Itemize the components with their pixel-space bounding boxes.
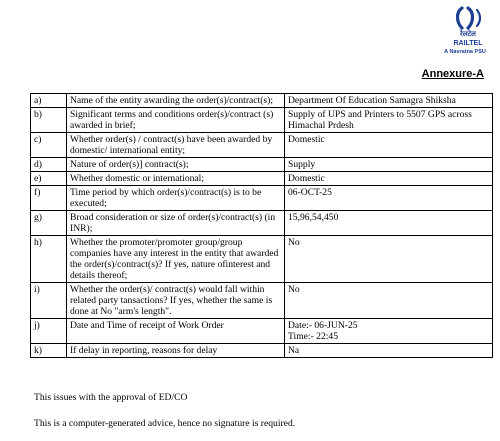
row-item: If delay in reporting, reasons for delay xyxy=(67,344,285,358)
work-order-time: Time:- 22:45 xyxy=(288,331,339,342)
table-row xyxy=(31,283,493,319)
row-label: f) xyxy=(31,186,67,211)
table-row xyxy=(31,158,493,172)
row-value: 06-OCT-25 xyxy=(285,186,493,211)
row-label: c) xyxy=(31,133,67,158)
table-row xyxy=(31,94,493,108)
row-label: e) xyxy=(31,172,67,186)
table-row xyxy=(31,186,493,211)
work-order-date: Date:- 06-JUN-25 xyxy=(288,320,358,331)
row-value: Domestic xyxy=(285,133,493,158)
table-row xyxy=(31,236,493,283)
approval-note: This issues with the approval of ED/CO xyxy=(34,392,188,403)
row-label: h) xyxy=(31,236,67,283)
computer-generated-note: This is a computer-generated advice, hence no signature is required. xyxy=(34,418,296,429)
row-value: Domestic xyxy=(285,172,493,186)
logo-brand-text: RAILTEL xyxy=(453,40,483,47)
railtel-emblem-icon xyxy=(453,6,483,30)
row-label: b) xyxy=(31,108,67,133)
row-label: d) xyxy=(31,158,67,172)
logo-tagline: A Navratna PSU xyxy=(444,49,486,55)
row-item: Whether the order(s)/ contract(s) would fall within related party tansactions? If yes, whether the same is done at No "arm's length". xyxy=(67,283,285,319)
row-label: g) xyxy=(31,211,67,236)
row-item: Nature of order(s)] contract(s); xyxy=(67,158,285,172)
row-value: Department Of Education Samagra Shiksha xyxy=(285,94,493,108)
disclosure-table xyxy=(30,93,493,358)
logo-hindi-text: रेलटेल xyxy=(460,31,476,38)
row-label: i) xyxy=(31,283,67,319)
row-item: Time period by which order(s)/contract(s) is to be executed; xyxy=(67,186,285,211)
row-value: Na xyxy=(285,344,493,358)
table-row xyxy=(31,172,493,186)
row-item: Significant terms and conditions order(s)/contract (s) awarded in brief; xyxy=(67,108,285,133)
row-value: Supply of UPS and Printers to 5507 GPS across Himachal Prdesh xyxy=(285,108,493,133)
annexure-heading: Annexure-A xyxy=(421,68,484,80)
row-value: 15,96,54,450 xyxy=(285,211,493,236)
table-row xyxy=(31,319,493,344)
table-row xyxy=(31,211,493,236)
row-item: Whether domestic or international; xyxy=(67,172,285,186)
row-value: No xyxy=(285,283,493,319)
row-value xyxy=(285,319,493,344)
row-label: a) xyxy=(31,94,67,108)
row-value: Supply xyxy=(285,158,493,172)
table-row xyxy=(31,344,493,358)
row-item: Date and Time of receipt of Work Order xyxy=(67,319,285,344)
table-row xyxy=(31,108,493,133)
railtel-logo xyxy=(445,6,491,56)
row-label: k) xyxy=(31,344,67,358)
row-item: Whether the promoter/promoter group/group companies have any interest in the entity that awarded the order(s)/contract(s)? If yes, nature ofinterest and details thereof; xyxy=(67,236,285,283)
row-item: Broad consideration or size of order(s)/contract(s) (in INR); xyxy=(67,211,285,236)
row-label: j) xyxy=(31,319,67,344)
table-row xyxy=(31,133,493,158)
row-item: Name of the entity awarding the order(s)/contract(s); xyxy=(67,94,285,108)
row-item: Whether order(s) / contract(s) have been awarded by domestic/ international entity; xyxy=(67,133,285,158)
row-value: No xyxy=(285,236,493,283)
